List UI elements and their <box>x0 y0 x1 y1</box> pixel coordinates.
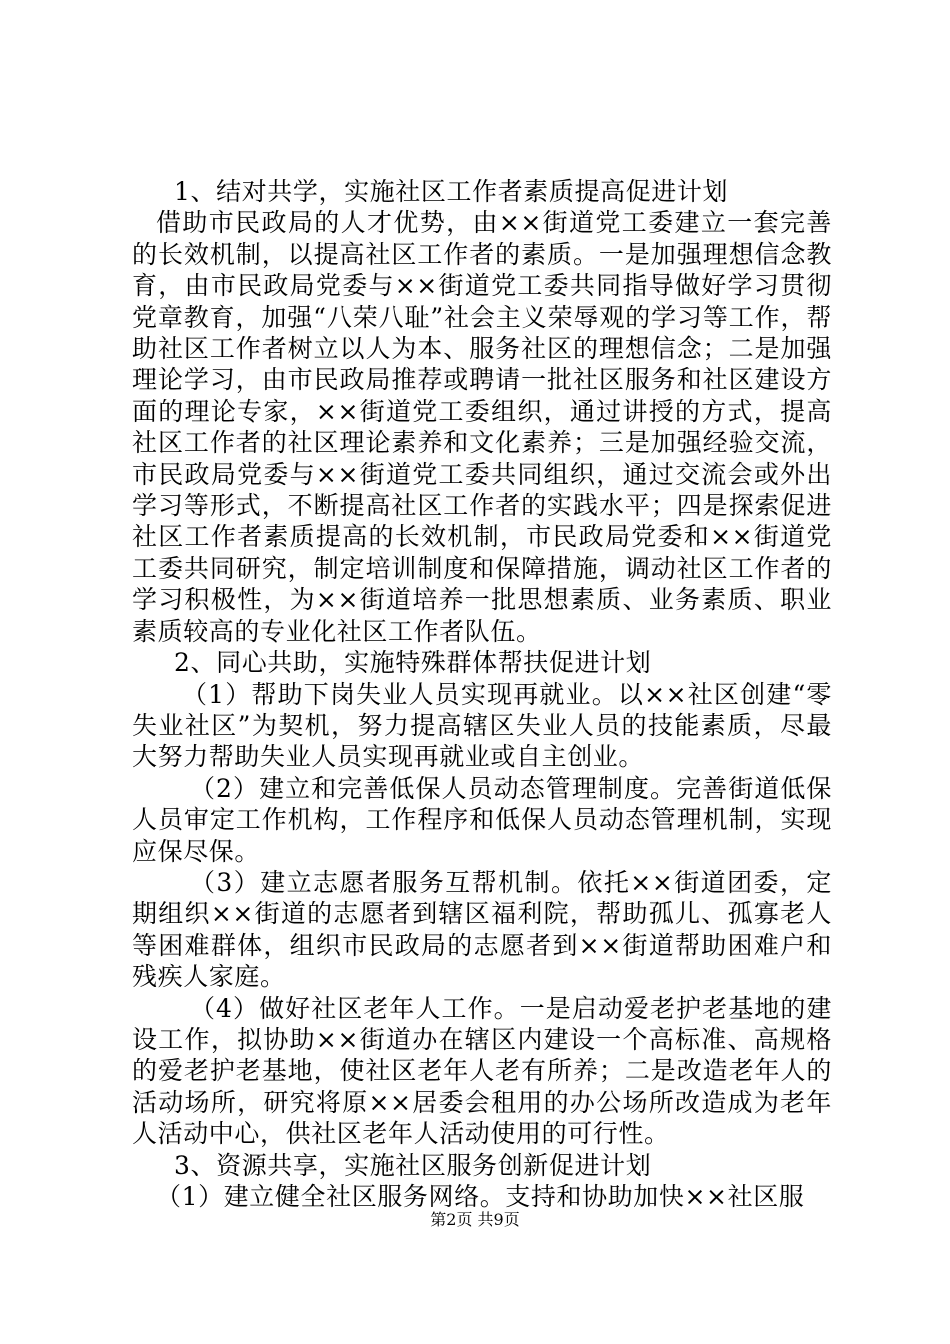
list-item-3-1: （1）建立健全社区服务网络。支持和协助加快××社区服 <box>156 1182 805 1211</box>
body-paragraph-1: 借助市民政局的人才优势，由××街道党工委建立一套完善的长效机制，以提高社区工作者的素质。一是加强理想信念教育，由市民政局党委与××街道党工委共同指导做好学习贯彻党章教育，加强“八荣八耻”社会主义荣辱观的学习等工作，帮助社区工作者树立以人为本、服务社区的理想信念；二是加强理论学习，由市民政局推荐或聘请一批社区服务和社区建设方面的理论专家，××街道党工委组织，通过讲授的方式，提高社区工作者的社区理论素养和文化素养；三是加强经验交流，市民政局党委与××街道党工委共同组织，通过交流会或外出学习等形式，不断提高社区工作者的实践水平；四是探索促进社区工作者素质提高的长效机制，市民政局党委和××街道党工委共同研究，制定培训制度和保障措施，调动社区工作者的学习积极性，为××街道培养一批思想素质、业务素质、职业素质较高的专业化社区工作者队伍。 <box>132 208 832 646</box>
list-item-2-3: （3）建立志愿者服务互帮机制。依托××街道团委，定期组织××街道的志愿者到辖区福利院，帮助孤儿、孤寡老人等困难群体，组织市民政局的志愿者到××街道帮助困难户和残疾人家庭。 <box>132 867 832 992</box>
list-item-2-1: （1）帮助下岗失业人员实现再就业。以××社区创建“零失业社区”为契机，努力提高辖区失业人员的技能素质，尽最大努力帮助失业人员实现再就业或自主创业。 <box>132 679 832 772</box>
section-heading-1: 1、结对共学，实施社区工作者素质提高促进计划 <box>174 177 729 206</box>
list-item-2-4: （4）做好社区老年人工作。一是启动爱老护老基地的建设工作，拟协助××街道办在辖区内建设一个高标准、高规格的爱老护老基地，使社区老年人老有所养；二是改造老年人的活动场所，研究将原××居委会租用的办公场所改造成为老年人活动中心，供社区老年人活动使用的可行性。 <box>132 993 832 1149</box>
section-heading-2: 2、同心共助，实施特殊群体帮扶促进计划 <box>174 648 652 678</box>
section-heading-3: 3、资源共享，实施社区服务创新促进计划 <box>174 1150 652 1180</box>
document-body <box>132 176 832 1212</box>
list-item-2-2: （2）建立和完善低保人员动态管理制度。完善街道低保人员审定工作机构，工作程序和低保人员动态管理机制，实现应保尽保。 <box>132 773 832 866</box>
page-footer: 第2页 共9页 <box>430 1210 520 1229</box>
